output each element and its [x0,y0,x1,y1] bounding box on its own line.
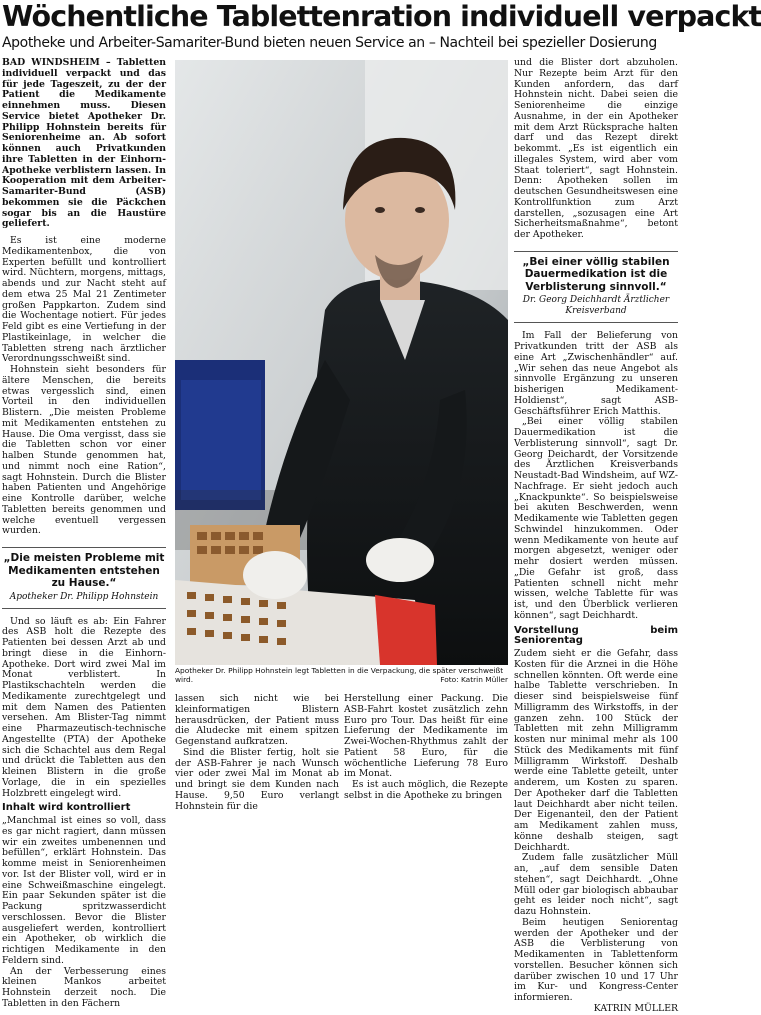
paragraph: „Bei einer völlig stabilen Dauermedikation ist die Verblisterung sinnvoll“, sagt Dr. Georg Deichardt, der Vorsitzende des Ärztlichen Kreisverbands Neustadt-Bad Windsheim, auf WZ-Nachfrage. Er sieht jedoch auch „Knackpunkte“. So beispielsweise bei akuten Beschwerden, wenn Medikamente wie Tabletten gegen Schwindel hinzukommen. Oder wenn Medikamente von heute auf morgen abgesetzt, weniger oder mehr dosiert werden müssen. „Die Gefahr ist groß, dass Patienten schnell nicht mehr wissen, welche Tablette für was ist, und den Überblick verlieren können“, sagt Deichhardt. [514,416,678,621]
paragraph: lassen sich nicht wie bei kleinformatigen Blistern herausdrücken, der Patient muss die Aludecke mit einem spitzen Gegenstand aufkratzen. [175,693,339,747]
subheading: Vorstellung beim Seniorentag [514,624,678,647]
pull-quote-text: „Bei einer völlig stabilen Dauermedikation ist die Verblisterung sinnvoll.“ [522,255,670,293]
pull-quote-source: Dr. Georg Deichhardt Ärztlicher Kreisverband [522,295,670,317]
paragraph: Und so läuft es ab: Ein Fahrer des ASB holt die Rezepte des Patienten bei dessen Arzt ab und bringt diese in die Einhorn-Apotheke. Dort wird zwei Mal im Monat verblistert. In Plastikschachteln werden die Medikamente zurechtgelegt und mit dem Namen des Patienten versehen. Am Blister-Tag nimmt eine Pharmazeutisch-technische Angestellte (PTA) der Apotheke sich die Schachtel aus dem Regal und drückt die Tabletten aus den kleinen Blistern in die große Vorlage, die in ein spezielles Holzbrett eingelegt wird. [2,615,166,799]
article-photo [175,60,508,665]
paragraph: Herstellung einer Packung. Die ASB-Fahrt kostet zusätzlich zehn Euro pro Tour. Das heißt für eine Lieferung der Medikamente im Zwei-Wochen-Rhythmus zahlt der Patient 58 Euro, für die wöchentliche Lieferung 78 Euro im Monat. [344,693,508,780]
lead-paragraph: BAD WINDSHEIM – Tabletten individuell verpackt und das für jede Tageszeit, zu der der Patient die Medikamente einnehmen muss. Diesen Service bietet Apotheker Dr. Philipp Hohnstein bereits für Seniorenheime an. Ab sofort können auch Privatkunden ihre Tabletten in der Einhorn-Apotheke verblistern lassen. In Kooperation mit dem Arbeiter-Samariter-Bund (ASB) bekommen sie die Päckchen sogar bis an die Haustüre geliefert. [2,57,166,230]
column-4 [514,57,678,1014]
pull-quote-text: „Die meisten Probleme mit Medikamenten entstehen zu Hause.“ [3,552,165,589]
photo-credit: Foto: Katrin Müller [440,675,508,684]
subheadline: Apotheke und Arbeiter-Samariter-Bund bieten neuen Service an – Nachteil bei spezieller Dosierung [2,35,657,51]
paragraph: Zudem falle zusätzlicher Müll an, „auf dem sensible Daten stehen“, sagt Deichhardt. „Ohne Müll oder gar biologisch abbaubar geht es leider noch nicht“, sagt dazu Hohnstein. [514,852,678,917]
column-1 [2,57,166,1009]
pull-quote [2,547,166,609]
author-byline: KATRIN MÜLLER [593,1002,678,1014]
caption-text: Apotheker Dr. Philipp Hohnstein legt Tabletten in die Verpackung, die später verschweißt wird. [175,666,504,684]
pull-quote-source: Apotheker Dr. Philipp Hohnstein [9,591,159,602]
paragraph: Zudem sieht er die Gefahr, dass Kosten für die Arznei in die Höhe schnellen könnten. Oft werde eine halbe Tablette verschrieben. In dieser sind beispielsweise fünf Milligramm des Wirkstoffs, in der ganzen zehn. 100 Stück der Tabletten mit zehn Milligramm kosten nur minimal mehr als 100 Stück des Medikaments mit fünf Milligramm Wirkstoff. Deshalb werde eine Tablette geteilt, unter anderem, um Kosten zu sparen. Der Apotheker darf die Tabletten laut Deichhardt aber nicht teilen. Der Eigenanteil, den der Patient am Medikament zahlen muss, könne deshalb steigen, sagt Deichhardt. [514,648,678,853]
paragraph: Es ist eine moderne Medikamentenbox, die von Experten befüllt und kontrolliert wird. Nüchtern, morgens, mittags, abends und zur Nacht steht auf dem etwa 25 Mal 21 Zentimeter großen Pappkarton. Zudem sind die Wochentage notiert. Für jedes Feld gibt es eine Vertiefung in der Plastikeinlage, in welcher die Tabletten streng nach ärztlicher Verordnungsschweißt sind. [2,235,166,365]
photo-caption [175,666,508,684]
subheading: Inhalt wird kontrolliert [2,802,131,814]
paragraph: „Manchmal ist eines so voll, dass es gar nicht ragiert, dann müssen wir ein zweites umbenennen und befüllen“, erklärt Hohnstein. Das komme meist in Seniorenheimen vor. Ist der Blister voll, wird er in eine Schweißmaschine eingelegt. Ein paar Sekunden später ist die Packung spritzwasserdicht verschlossen. Bevor die Blister ausgeliefert werden, kontrolliert ein Apotheker, ob wirklich die richtigen Medikamente in den Feldern sind. [2,815,166,966]
photo-pharmacist-blister [175,60,508,665]
paragraph: Sind die Blister fertig, holt sie der ASB-Fahrer je nach Wunsch vier oder zwei Mal im Monat ab und bringt sie dem Kunden nach Hause. 9,50 Euro verlangt Hohnstein für die [175,746,339,812]
paragraph: An der Verbesserung eines kleinen Mankos arbeitet Hohnstein derzeit noch. Die Tabletten in den Fächern [2,965,166,1009]
paragraph: Hohnstein sieht besonders für ältere Menschen, die bereits etwas vergesslich sind, einen Vorteil in den individuellen Blistern. „Die meisten Probleme mit Medikamenten entstehen zu Hause. Die Oma vergisst, dass sie die Tabletten schon vor einer halben Stunde genommen hat, und nimmt noch eine Ration“, sagt Hohnstein. Durch die Blister haben Patienten und Angehörige eine Kontrolle darüber, welche Tabletten bereits genommen und welche eventuell vergessen wurden. [2,364,166,537]
paragraph: Beim heutigen Seniorentag werden der Apotheker und der ASB die Verblisterung von Medikamenten in Tablettenform vorstellen. Besucher können sich darüber zwischen 10 und 17 Uhr im Kur- und Kongress-Center informieren. [514,916,678,1003]
paragraph: Im Fall der Belieferung von Privatkunden tritt der ASB als eine Art „Zwischenhändler“ auf. „Wir sehen das neue Angebot als sinnvolle Ergänzung zu unseren bisherigen Medikament-Holdienst“, sagt ASB-Geschäftsführer Erich Matthis. [514,330,678,417]
column-2-bottom [175,693,339,812]
paragraph: und die Blister dort abzuholen. Nur Rezepte beim Arzt für den Kunden anfordern, das darf Hohnstein nicht. Dabei seien die Seniorenheime die einzige Ausnahme, in der ein Apotheker mit dem Arzt Rücksprache halten darf und das Rezept direkt bekommt. „Es ist eigentlich ein illegales System, wird aber vom Staat toleriert“, sagt Hohnstein. Denn: Apotheken sollen im deutschen Gesundheitswesen eine Kontrollfunktion zum Arzt darstellen, „sozusagen eine Art Sicherheitsmaßnahme“, betont der Apotheker. [514,57,678,240]
headline: Wöchentliche Tablettenration individuell verpackt [2,0,761,33]
pull-quote [514,251,678,324]
paragraph: Es ist auch möglich, die Rezepte selbst in die Apotheke zu bringen [344,779,508,801]
column-3-bottom [344,693,508,801]
